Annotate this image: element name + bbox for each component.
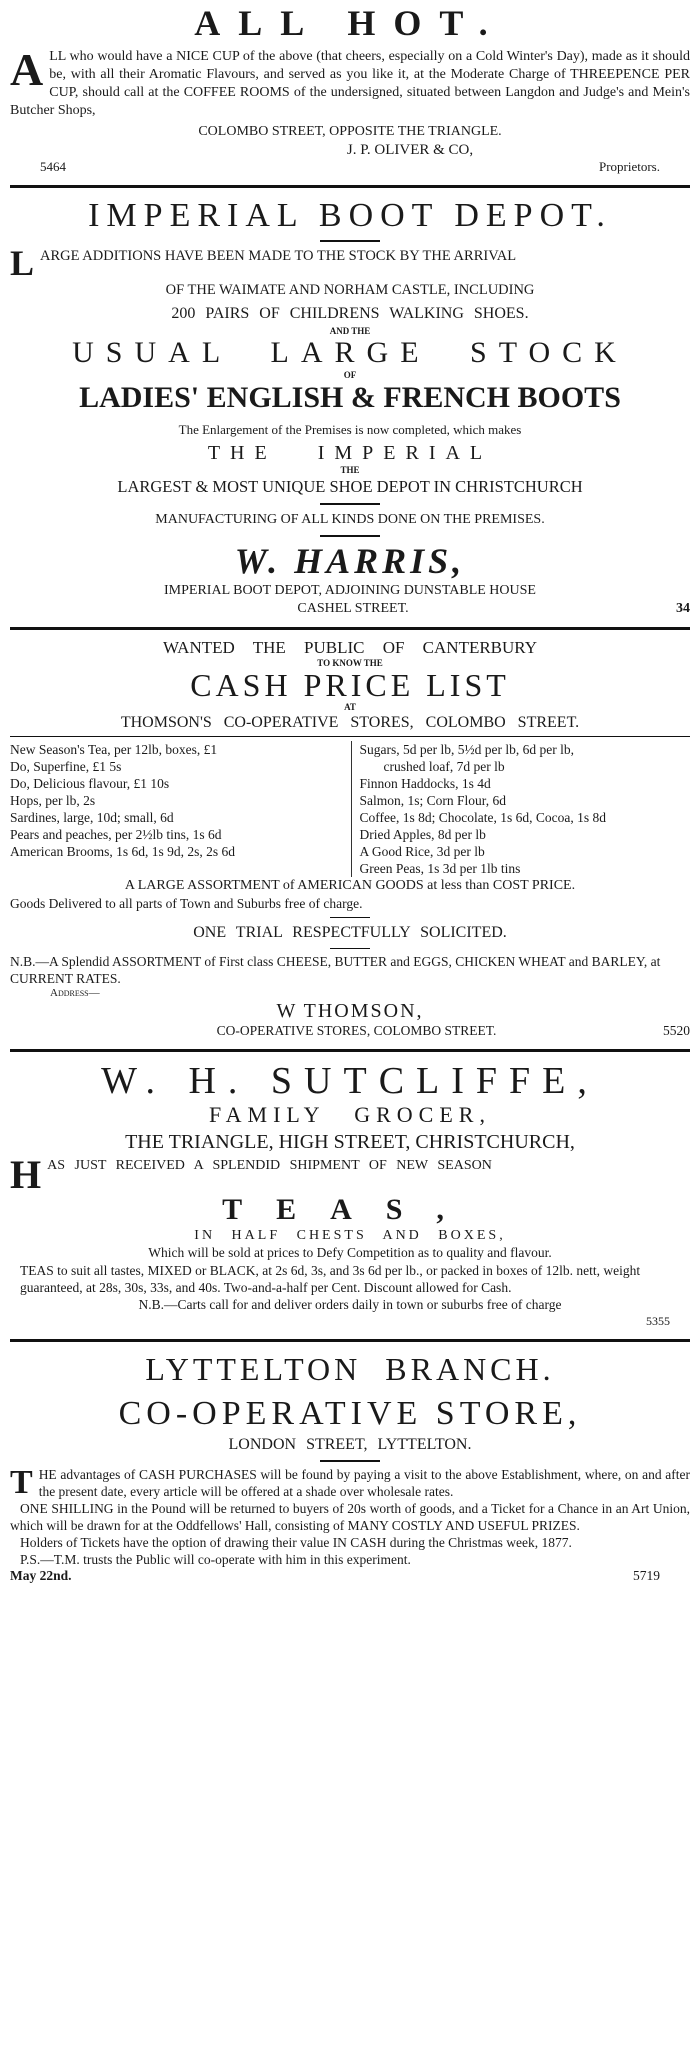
ad-code: 5520 [663, 1023, 690, 1038]
drop-cap: T [10, 1464, 33, 1501]
small-label: THE [340, 465, 360, 475]
price-item: Green Peas, 1s 3d per 1lb tins [359, 861, 521, 876]
line: TEAS to suit all tastes, MIXED or BLACK, at 2s 6d, 3s, and 3s 6d per lb., or packed in boxes of 12lb. nett, weight guaranteed, at 28s, 30s, 33s, and 40s. Two-and-a-half per Cent. Discount allowed for Cash. [20, 1263, 641, 1295]
divider [10, 736, 690, 737]
ad-code: 5355 [646, 1314, 670, 1328]
price-item: Coffee, 1s 8d; Chocolate, 1s 6d, Cocoa, 1s 8d [359, 810, 606, 825]
address: THE TRIANGLE, HIGH STREET, CHRISTCHURCH, [125, 1131, 575, 1153]
line: THOMSON'S CO-OPERATIVE STORES, COLOMBO STREET. [120, 714, 580, 731]
role: Proprietors. [598, 159, 660, 174]
footer-row [10, 1023, 690, 1039]
price-item: Sugars, 5d per lb, 5½d per lb, 6d per lb, [359, 742, 574, 757]
line: ONE TRIAL RESPECTFULLY SOLICITED. [193, 924, 507, 941]
small-label: TO KNOW THE [317, 658, 383, 668]
line: 200 PAIRS OF CHILDRENS WALKING SHOES. [171, 305, 529, 322]
small-label: OF [343, 370, 357, 380]
line: IN HALF CHESTS AND BOXES, [194, 1228, 506, 1243]
drop-cap: H [10, 1152, 42, 1197]
ad-lyttelton [10, 1346, 690, 1590]
line: OF THE WAIMATE AND NORHAM CASTLE, INCLUDING [165, 282, 535, 298]
price-item: Salmon, 1s; Corn Flour, 6d [359, 793, 506, 808]
drop-cap: L [10, 243, 35, 283]
line: THE IMPERIAL [207, 442, 493, 464]
line: A LARGE ASSORTMENT of AMERICAN GOODS at less than COST PRICE. [124, 878, 576, 893]
line [10, 243, 690, 283]
price-item: New Season's Tea, per 12lb, boxes, £1 [10, 742, 218, 757]
price-item: A Good Rice, 3d per lb [359, 844, 485, 859]
line [10, 1152, 690, 1197]
price-item: Pears and peaches, per 2½lb tins, 1s 6d [10, 827, 222, 842]
price-item: Do, Superfine, £1 5s [10, 759, 122, 774]
line: Which will be sold at prices to Defy Competition as to quality and flavour. [148, 1245, 552, 1260]
body-text: LL who would have a NICE CUP of the above (that cheers, especially on a Cold Winter's Day), made as it should be, with all their Aromatic Flavours, and served as you like it, at the Moderate Charge of THREEPENCE PER CUP, should call at the COFFEE ROOMS of the undersigned, situated between Langdon and Judge's and Mein's Butcher Shops, [10, 49, 690, 118]
ad-imperial-boot [10, 192, 690, 623]
ad-code: 5464 [40, 159, 66, 174]
newspaper-page [5, 0, 695, 1590]
price-list-left [10, 741, 341, 877]
date: May 22nd. [10, 1568, 72, 1583]
text: ARGE ADDITIONS HAVE BEEN MADE TO THE STOCK BY THE ARRIVAL [40, 248, 517, 264]
line: IMPERIAL BOOT DEPOT, ADJOINING DUNSTABLE HOUSE [164, 583, 536, 598]
divider [10, 1049, 690, 1052]
ad-all-hot [10, 0, 690, 181]
line: LADIES' ENGLISH & FRENCH BOOTS [79, 381, 621, 414]
price-item: crushed loaf, 7d per lb [383, 759, 505, 774]
ad-title: IMPERIAL BOOT DEPOT. [88, 197, 612, 234]
body [10, 1466, 690, 1500]
ad-code: 5719 [633, 1568, 660, 1583]
paragraph: P.S.—T.M. trusts the Public will co-operate with him in this experiment. [20, 1552, 411, 1567]
line: WANTED THE PUBLIC OF CANTERBURY [163, 638, 537, 657]
divider [10, 185, 690, 188]
line: MANUFACTURING OF ALL KINDS DONE ON THE PREMISES. [155, 512, 545, 527]
line: Goods Delivered to all parts of Town and Suburbs free of charge. [10, 896, 363, 911]
proprietor-name: W THOMSON, [276, 1000, 424, 1022]
rule [320, 503, 380, 505]
drop-cap: A [10, 44, 44, 95]
text: HE advantages of CASH PURCHASES will be found by paying a visit to the above Establishment, where, on and after the present date, every article will be offered at a shade over wholesale rates. [38, 1467, 690, 1499]
footer-row [10, 1568, 690, 1584]
address: COLOMBO STREET, OPPOSITE THE TRIANGLE. [198, 124, 502, 139]
line: N.B.—Carts call for and deliver orders daily in town or suburbs free of charge [138, 1297, 562, 1312]
subtitle: FAMILY GROCER, [209, 1102, 491, 1127]
price-columns [10, 741, 690, 877]
price-item: Do, Delicious flavour, £1 10s [10, 776, 170, 791]
line: The Enlargement of the Premises is now completed, which makes [178, 422, 522, 437]
ad-cash-price-list [10, 634, 690, 1045]
rule [330, 948, 370, 949]
price-list-right [351, 741, 691, 877]
small-label: AT [344, 702, 356, 712]
price-item: American Brooms, 1s 6d, 1s 9d, 2s, 2s 6d [10, 844, 235, 859]
paragraph: ONE SHILLING in the Pound will be returned to buyers of 20s worth of goods, and a Ticket for a Chance in an Art Union, which will be drawn for at the Oddfellows' Hall, consisting of MANY COSTLY AND USEFUL PRIZES. [10, 1501, 690, 1533]
ad-code: 34 [675, 601, 690, 616]
rule [320, 535, 380, 537]
divider [10, 1339, 690, 1342]
ad-title: W. H. SUTCLIFFE, [101, 1060, 599, 1102]
footer-row [10, 159, 690, 175]
address-label: Address— [50, 987, 100, 999]
ad-title: CASH PRICE LIST [190, 667, 510, 703]
proprietor-name: W. HARRIS, [234, 541, 466, 581]
price-item: Hops, per lb, 2s [10, 793, 96, 808]
ad-body [10, 44, 690, 120]
ad-title-2: CO-OPERATIVE STORE, [118, 1395, 582, 1432]
line: USUAL LARGE STOCK [72, 336, 628, 369]
ad-title: LYTTELTON BRANCH. [145, 1351, 555, 1387]
rule [320, 240, 380, 242]
line: LARGEST & MOST UNIQUE SHOE DEPOT IN CHRISTCHURCH [117, 477, 583, 496]
address: LONDON STREET, LYTTELTON. [228, 1436, 472, 1453]
paragraph: Holders of Tickets have the option of drawing their value IN CASH during the Christmas week, 1877. [20, 1535, 572, 1550]
rule [330, 917, 370, 918]
ad-sutcliffe [10, 1056, 690, 1335]
ad-title: ALL HOT. [194, 3, 506, 43]
line: TEAS, [222, 1193, 478, 1226]
price-item: Dried Apples, 8d per lb [359, 827, 486, 842]
line: N.B.—A Splendid ASSORTMENT of First class CHEESE, BUTTER and EGGS, CHICKEN WHEAT and BARLEY, at CURRENT RATES. [10, 954, 661, 986]
address: CO-OPERATIVE STORES, COLOMBO STREET. [216, 1023, 497, 1038]
address: CASHEL STREET. [297, 601, 409, 616]
text: AS JUST RECEIVED A SPLENDID SHIPMENT OF NEW SEASON [47, 1158, 492, 1173]
signer: J. P. OLIVER & CO, [346, 142, 474, 158]
price-item: Sardines, large, 10d; small, 6d [10, 810, 174, 825]
small-label: AND THE [329, 326, 371, 336]
footer-row [10, 601, 690, 617]
price-item: Finnon Haddocks, 1s 4d [359, 776, 491, 791]
divider [10, 627, 690, 630]
rule [320, 1460, 380, 1462]
